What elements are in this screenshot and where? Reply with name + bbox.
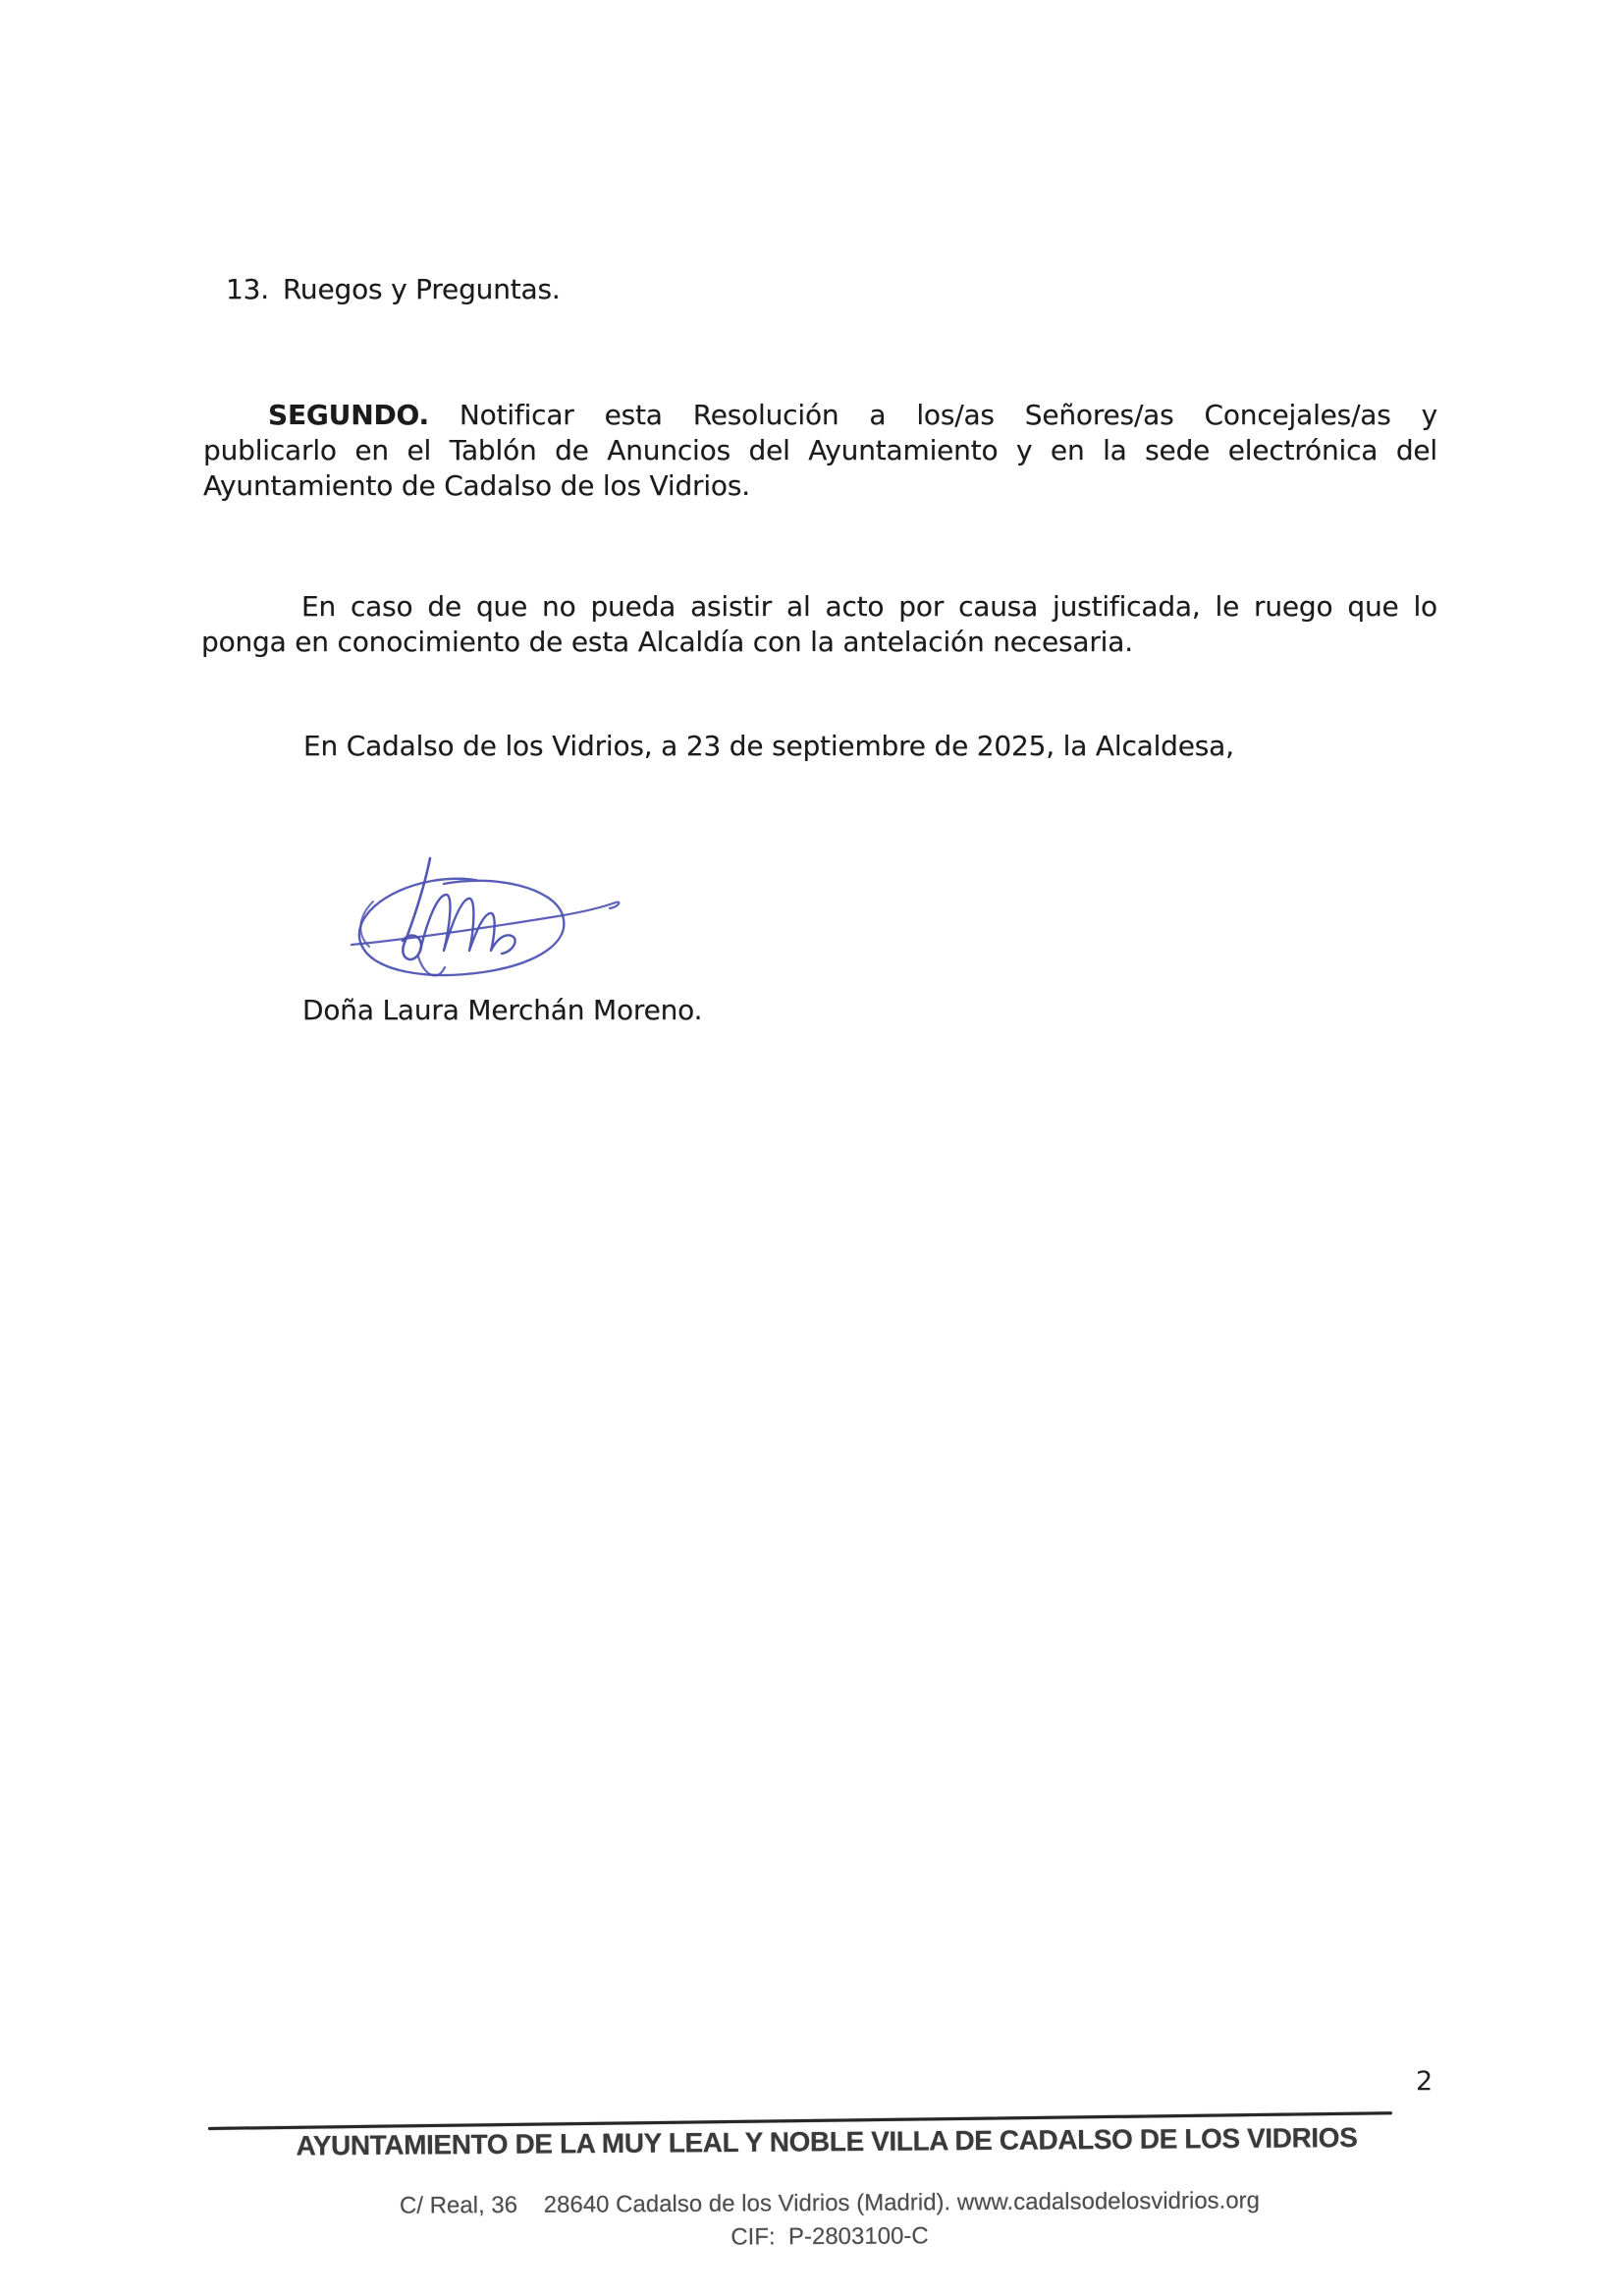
footer-cif: CIF: P-2803100-C xyxy=(730,2222,929,2251)
agenda-item-text: Ruegos y Preguntas. xyxy=(282,273,561,305)
date-line: En Cadalso de los Vidrios, a 23 de septiembre de 2025, la Alcaldesa, xyxy=(303,730,1234,762)
paragraph-segundo-line3: Ayuntamiento de Cadalso de los Vidrios. xyxy=(203,469,750,502)
paragraph-asistencia-line1: En caso de que no pueda asistir al acto por causa justificada, le ruego que lo xyxy=(301,590,1437,623)
paragraph-asistencia xyxy=(201,589,1437,660)
segundo-line1-rest: Notificar esta Resolución a los/as Señores/as Concejales/as y xyxy=(428,399,1437,431)
page-number: 2 xyxy=(1416,2066,1434,2097)
agenda-item-13 xyxy=(226,272,561,307)
paragraph-segundo-line2: publicarlo en el Tablón de Anuncios del Ayuntamiento y en la sede electrónica del xyxy=(203,434,1437,466)
signature-tail-stroke xyxy=(352,902,619,945)
signer-name: Doña Laura Merchán Moreno. xyxy=(302,994,703,1026)
signature-oval-stroke xyxy=(359,879,564,975)
paragraph-asistencia-line2: ponga en conocimiento de esta Alcaldía con la antelación necesaria. xyxy=(201,626,1133,658)
signature-entry-stroke xyxy=(403,858,430,959)
footer-address: C/ Real, 36 28640 Cadalso de los Vidrios (Madrid). www.cadalsodelosvidrios.org xyxy=(399,2187,1261,2219)
agenda-item-number: 13. xyxy=(226,273,269,305)
paragraph-segundo-line1 xyxy=(203,398,1437,433)
signature-descender-stroke xyxy=(418,957,445,975)
signature-strokes xyxy=(352,858,619,975)
signature-image xyxy=(334,833,628,990)
paragraph-segundo xyxy=(203,398,1437,504)
footer-org-name: AYUNTAMIENTO DE LA MUY LEAL Y NOBLE VILLA DE CADALSO DE LOS VIDRIOS xyxy=(296,2122,1358,2161)
segundo-lead-word: SEGUNDO. xyxy=(268,399,429,431)
